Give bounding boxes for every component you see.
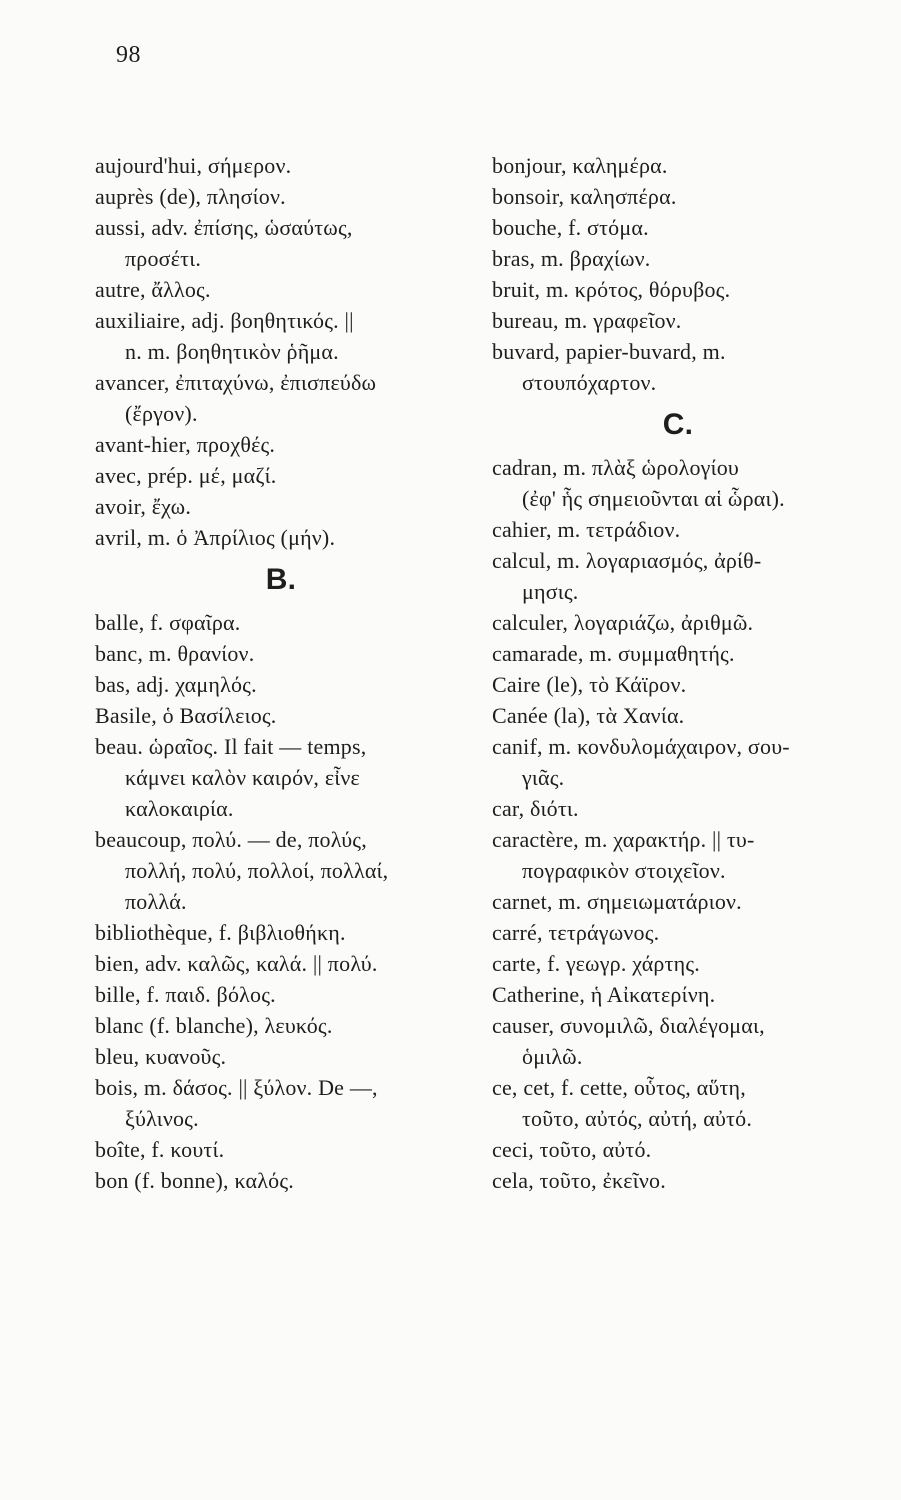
entry-continuation: πογραφικὸν στοιχεῖον. (522, 858, 726, 883)
entry-continuation: n. m. βοηθητικὸν ῥῆμα. (125, 339, 339, 364)
dictionary-entry: bon (f. bonne), καλός. (95, 1168, 294, 1193)
dictionary-entry: bille, f. παιδ. βόλος. (95, 982, 276, 1007)
page-number: 98 (116, 42, 141, 68)
dictionary-entry: cadran, m. πλὰξ ὡρολογίου (492, 455, 739, 480)
dictionary-entry: bleu, κυανοῦς. (95, 1044, 227, 1069)
dictionary-entry: avant-hier, προχθές. (95, 432, 276, 457)
entry-continuation: μησις. (522, 579, 579, 604)
dictionary-entry: bois, m. δάσος. || ξύλον. De —, (95, 1075, 378, 1100)
dictionary-entry: Caire (le), τὸ Κάϊρον. (492, 672, 687, 697)
dictionary-entry: aujourd'hui, σήμερον. (95, 153, 292, 178)
dictionary-entry: carte, f. γεωγρ. χάρτης. (492, 951, 700, 976)
dictionary-entry: auxiliaire, adj. βοηθητικός. || (95, 308, 354, 333)
dictionary-entry: banc, m. θρανίον. (95, 641, 255, 666)
entry-continuation: γιᾶς. (522, 765, 565, 790)
dictionary-entry: car, διότι. (492, 796, 579, 821)
section-letter: B. (265, 563, 297, 596)
dictionary-entry: ceci, τοῦτο, αὐτό. (492, 1137, 652, 1162)
dictionary-entry: bras, m. βραχίων. (492, 246, 651, 271)
dictionary-entry: avoir, ἔχω. (95, 494, 192, 519)
dictionary-entry: boîte, f. κουτί. (95, 1137, 225, 1162)
dictionary-entry: ce, cet, f. cette, οὗτος, αὕτη, (492, 1075, 746, 1100)
entry-continuation: πολλή, πολύ, πολλοί, πολλαί, (125, 858, 389, 883)
entry-continuation: (ἐφ' ἧς σημειοῦνται αἱ ὧραι). (522, 486, 785, 511)
dictionary-entry: avril, m. ὁ Ἀπρίλιος (μήν). (95, 525, 336, 550)
entry-continuation: τοῦτο, αὐτός, αὐτή, αὐτό. (522, 1106, 753, 1131)
dictionary-entry: carnet, m. σημειωματάριον. (492, 889, 742, 914)
dictionary-entry: buvard, papier-buvard, m. (492, 339, 726, 364)
dictionary-entry: carré, τετράγωνος. (492, 920, 660, 945)
dictionary-entry: causer, συνομιλῶ, διαλέγομαι, (492, 1013, 765, 1038)
dictionary-entry: camarade, m. συμμαθητής. (492, 641, 735, 666)
entry-continuation: ὁμιλῶ. (522, 1044, 583, 1069)
dictionary-entry: caractère, m. χαρακτήρ. || τυ- (492, 827, 755, 852)
entry-continuation: κάμνει καλὸν καιρόν, εἶνε (125, 765, 360, 790)
entry-continuation: πολλά. (125, 889, 187, 914)
dictionary-entry: cela, τοῦτο, ἐκεῖνο. (492, 1168, 666, 1193)
left-column (95, 150, 467, 1196)
dictionary-entry: beaucoup, πολύ. — de, πολύς, (95, 827, 367, 852)
entry-continuation: ξύλινος. (125, 1106, 199, 1131)
dictionary-entry: balle, f. σφαῖρα. (95, 610, 241, 635)
dictionary-entry: bas, adj. χαμηλός. (95, 672, 257, 697)
dictionary-entry: Canée (la), τὰ Χανία. (492, 703, 685, 728)
entry-continuation: στουπόχαρτον. (522, 370, 657, 395)
dictionary-entry: bonjour, καλημέρα. (492, 153, 668, 178)
dictionary-entry: bureau, m. γραφεῖον. (492, 308, 682, 333)
dictionary-entry: bonsoir, καλησπέρα. (492, 184, 677, 209)
entry-continuation: (ἔργον). (125, 401, 198, 426)
dictionary-entry: calculer, λογαριάζω, ἀριθμῶ. (492, 610, 754, 635)
dictionary-entry: canif, m. κονδυλομάχαιρον, σου- (492, 734, 790, 759)
dictionary-entry: autre, ἄλλος. (95, 277, 211, 302)
dictionary-entry: bouche, f. στόμα. (492, 215, 649, 240)
dictionary-entry: blanc (f. blanche), λευκός. (95, 1013, 333, 1038)
entry-continuation: προσέτι. (125, 246, 202, 271)
right-column (492, 150, 864, 1196)
dictionary-entry: bibliothèque, f. βιβλιοθήκη. (95, 920, 346, 945)
dictionary-entry: bruit, m. κρότος, θόρυβος. (492, 277, 731, 302)
dictionary-entry: avec, prép. μέ, μαζί. (95, 463, 277, 488)
dictionary-entry: auprès (de), πλησίον. (95, 184, 286, 209)
dictionary-entry: Catherine, ἡ Αἰκατερίνη. (492, 982, 716, 1007)
dictionary-entry: aussi, adv. ἐπίσης, ὡσαύτως, (95, 215, 353, 240)
entry-continuation: καλοκαιρία. (125, 796, 234, 821)
dictionary-entry: Basile, ὁ Βασίλειος. (95, 703, 277, 728)
dictionary-entry: cahier, m. τετράδιον. (492, 517, 681, 542)
dictionary-entry: bien, adv. καλῶς, καλά. || πολύ. (95, 951, 378, 976)
dictionary-entry: beau. ὡραῖος. Il fait — temps, (95, 734, 367, 759)
section-letter: C. (662, 408, 694, 441)
dictionary-entry: calcul, m. λογαριασμός, ἀρίθ- (492, 548, 762, 573)
dictionary-entry: avancer, ἐπιταχύνω, ἐπισπεύδω (95, 370, 377, 395)
